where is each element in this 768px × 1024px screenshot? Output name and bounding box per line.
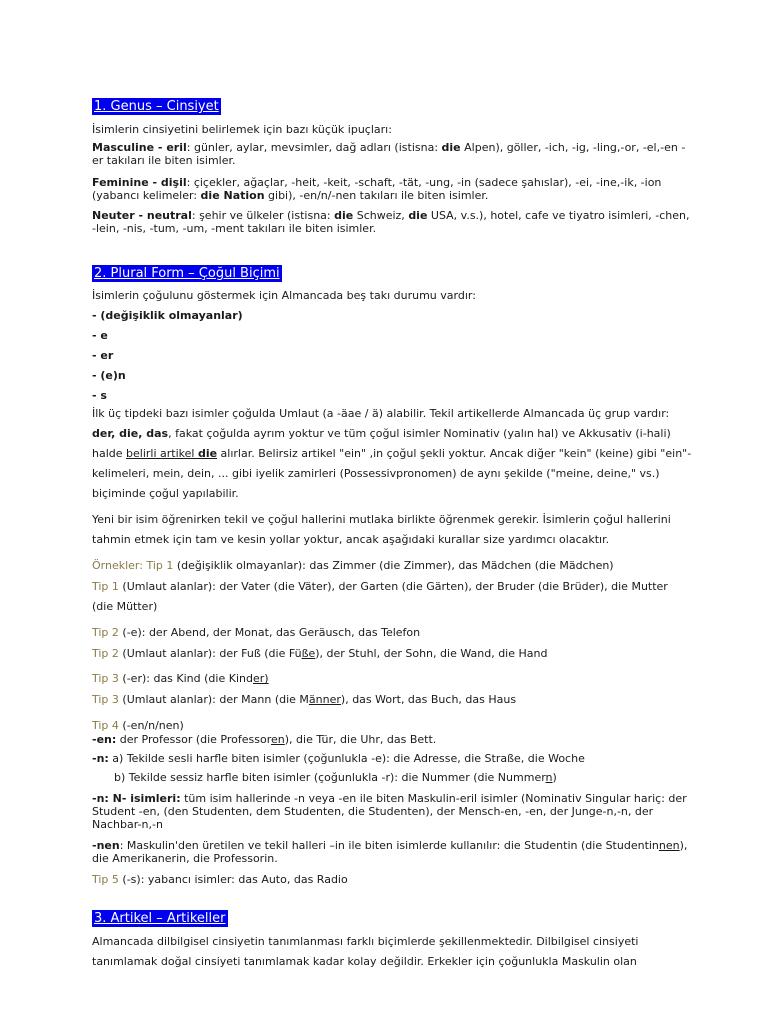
genus-neuter: Neuter - neutral: şehir ve ülkeler (istisna: die Schweiz, die USA, v.s.), hotel, cafe ve tiyatro isimleri, -chen, -lein, -nis, -tum, -um, -ment takıları ile biten isimler. <box>92 209 690 235</box>
plural-form-1: - (değişiklik olmayanlar) <box>92 309 243 322</box>
example-en: -en: der Professor (die Professoren), die Tür, die Uhr, das Bett. <box>92 733 437 746</box>
genus-masculine: Masculine - eril: günler, aylar, mevsimler, dağ adları (istisna: die Alpen), göller, -ich, -ig, -ling,-or, -el,-en -er takıları ile biten isimler. <box>92 141 686 167</box>
section-heading-genus[interactable]: 1. Genus – Cinsiyet <box>94 99 219 114</box>
example-n-a: -n: a) Tekilde sesli harfle biten isimler (çoğunlukla -e): die Adresse, die Straße, die Woche <box>92 752 585 765</box>
plural-intro: İsimlerin çoğulunu göstermek için Almancada beş takı durumu vardır: <box>92 289 476 302</box>
plural-form-4: - (e)n <box>92 369 126 382</box>
genus-intro: İsimlerin cinsiyetini belirlemek için bazı küçük ipuçları: <box>92 123 392 136</box>
section-heading-plural[interactable]: 2. Plural Form – Çoğul Biçimi <box>94 266 280 281</box>
example-tip4: Tip 4 (-en/n/nen) <box>92 719 184 732</box>
example-tip3-er: Tip 3 (-er): das Kind (die Kinder) <box>92 672 269 685</box>
genus-feminine: Feminine - dişil: çiçekler, ağaçlar, -heit, -keit, -schaft, -tät, -ung, -in (sadece şahıslar), -ei, -ine,-ik, -ion (yabancı kelimeler: die Nation gibi), -en/n/-nen takıları ile biten isimler. <box>92 176 662 202</box>
plural-paragraph-2: Yeni bir isim öğrenirken tekil ve çoğul hallerini mutlaka birlikte öğrenmek gerekir. İsimlerin çoğul hallerini tahmin etmek için tam ve kesin yollar yoktur, ancak aşağıdaki kurallar size yardımcı olacaktır. <box>92 513 671 546</box>
section-heading-artikel[interactable]: 3. Artikel – Artikeller <box>94 911 226 926</box>
plural-form-5: - s <box>92 389 107 402</box>
plural-form-3: - er <box>92 349 114 362</box>
example-tip1-umlaut: Tip 1 (Umlaut alanlar): der Vater (die Väter), der Garten (die Gärten), der Bruder (die Brüder), die Mutter (die Mütter) <box>92 580 668 613</box>
example-tip1-none: Örnekler: Tip 1 (değişiklik olmayanlar): das Zimmer (die Zimmer), das Mädchen (die Mädchen) <box>92 559 614 572</box>
plural-form-2: - e <box>92 329 108 342</box>
example-n-b: b) Tekilde sessiz harfle biten isimler (çoğunlukla -r): die Nummer (die Nummern) <box>114 771 557 784</box>
example-tip2-umlaut: Tip 2 (Umlaut alanlar): der Fuß (die Füße), der Stuhl, der Sohn, die Wand, die Hand <box>92 647 548 660</box>
artikel-paragraph: Almancada dilbilgisel cinsiyetin tanımlanması farklı biçimlerde şekillenmektedir. Dilbilgisel cinsiyeti tanımlamak doğal cinsiyeti tanımlamak kadar kolay değildir. Erkekler için çoğunlukla Maskulin olan <box>92 935 639 968</box>
plural-paragraph-1: İlk üç tipdeki bazı isimler çoğulda Umlaut (a -äae / ä) alabilir. Tekil artikellerde Almancada üç grup vardır: der, die, das, fakat çoğulda ayrım yoktur ve tüm çoğul isimler Nominativ (yalın hal) ve Akkusativ (i-hali) halde belirli artikel die alırlar. Belirsiz artikel "ein" ,in çoğul şekli yoktur. Ancak diğer "kein" (keine) gibi "ein"-kelimeleri, mein, dein, ... gibi iyelik zamirleri (Possessivpronomen) de aynı şekilde ("meine, deine," vs.) biçiminde çoğul yapılabilir. <box>92 407 692 500</box>
example-nen: -nen: Maskulin'den üretilen ve tekil halleri –in ile biten isimlerde kullanılır: die Studentin (die Studentinnen), die Amerikanerin, die Professorin. <box>92 839 688 865</box>
example-tip2-e: Tip 2 (-e): der Abend, der Monat, das Geräusch, das Telefon <box>92 626 421 639</box>
example-n-isimleri: -n: N- isimleri: tüm isim hallerinde -n veya -en ile biten Maskulin-eril isimler (Nominativ Singular hariç: der Student -en, (den Studenten, dem Studenten, die Studenten), der Mensch-en, -en, der Junge-n,-n, der Nachbar-n,-n <box>92 792 687 831</box>
example-tip5: Tip 5 (-s): yabancı isimler: das Auto, das Radio <box>92 873 348 886</box>
example-tip3-umlaut: Tip 3 (Umlaut alanlar): der Mann (die Männer), das Wort, das Buch, das Haus <box>92 693 517 706</box>
